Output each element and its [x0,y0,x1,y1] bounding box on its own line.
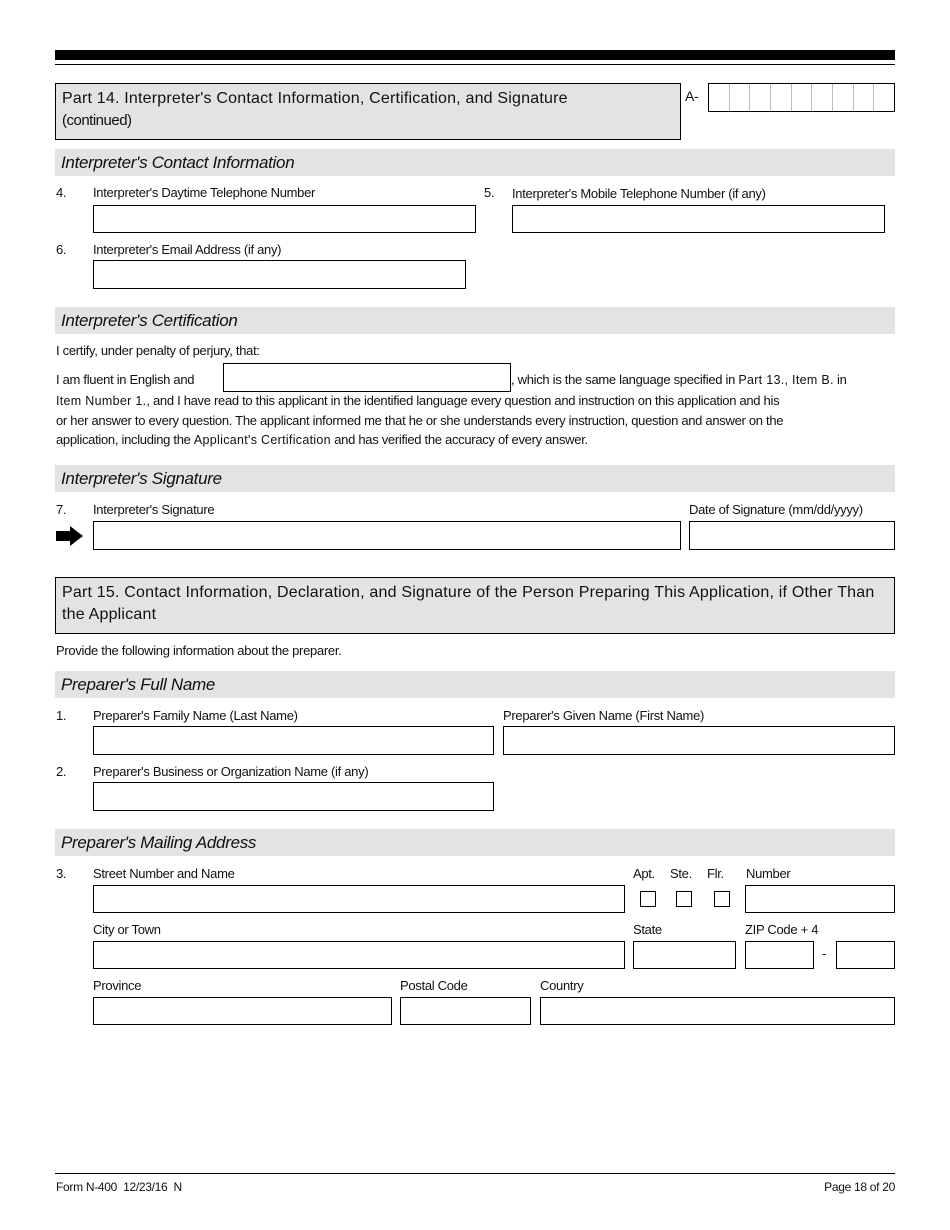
language-input[interactable] [223,363,511,392]
mobile-phone-input[interactable] [512,205,885,233]
family-name-label: Preparer's Family Name (Last Name) [93,708,298,723]
postal-code-input[interactable] [400,997,531,1025]
ste-label: Ste. [670,866,692,881]
zip-label: ZIP Code + 4 [745,922,819,937]
section-heading-certification: Interpreter's Certification [55,307,895,334]
section-heading-contact: Interpreter's Contact Information [55,149,895,176]
footer-rule [55,1173,895,1174]
certification-text [511,372,847,387]
cert-text-1: , which is the same language specified in [511,372,736,387]
country-input[interactable] [540,997,895,1025]
part15-title: Part 15. Contact Information, Declaration, and Signature of the Person Preparing This Application, if Other Than the Applicant [62,584,875,623]
date-label: Date of Signature (mm/dd/yyyy) [689,502,863,517]
email-label: Interpreter's Email Address (if any) [93,242,282,257]
item-number: 2. [56,764,67,779]
part15-intro: Provide the following information about the preparer. [56,643,342,658]
postal-code-label: Postal Code [400,978,468,993]
top-rule-thin [55,64,895,65]
signature-input[interactable] [93,521,681,550]
certify-intro: I certify, under penalty of perjury, that: [56,343,260,358]
part14-continued: (continued) [62,112,132,129]
apt-checkbox[interactable] [640,891,656,907]
business-name-input[interactable] [93,782,494,811]
top-rule-thick [55,50,895,60]
cert-ref-applicant: Applicant's Certification [193,433,331,447]
cert-text-4b: and has verified the accuracy of every answer. [334,432,588,447]
part14-title: Part 14. Interpreter's Contact Information, Certification, and Signature [62,90,568,107]
section-heading-signature: Interpreter's Signature [55,465,895,492]
zip-code-input[interactable] [745,941,814,969]
a-number-input[interactable] [708,83,895,112]
business-name-label: Preparer's Business or Organization Name (if any) [93,764,369,779]
cert-text-3: or her answer to every question. The applicant informed me that he or she understands every instruction, question and answer on the [56,413,784,428]
flr-label: Flr. [707,866,724,881]
cert-text-2: , and I have read to this applicant in the identified language every question and instruction on this application and his [146,393,780,408]
part14-header [55,83,681,140]
cert-ref-part13: Part 13., Item B. [738,373,834,387]
zip-dash: - [822,946,827,961]
given-name-input[interactable] [503,726,895,755]
ste-checkbox[interactable] [676,891,692,907]
city-input[interactable] [93,941,625,969]
section-heading-preparer-name: Preparer's Full Name [55,671,895,698]
daytime-phone-label: Interpreter's Daytime Telephone Number [93,185,316,200]
city-label: City or Town [93,922,161,937]
apt-label: Apt. [633,866,655,881]
footer-form-id: Form N-400 12/23/16 N [56,1180,182,1194]
footer-page-number: Page 18 of 20 [824,1180,895,1194]
item-number: 6. [56,242,67,257]
item-number: 7. [56,502,67,517]
street-input[interactable] [93,885,625,913]
cert-text-4a: application, including the [56,432,191,447]
arrow-right-icon [56,526,84,549]
mobile-phone-label: Interpreter's Mobile Telephone Number (if any) [512,186,766,201]
number-label: Number [746,866,791,881]
street-label: Street Number and Name [93,866,235,881]
email-input[interactable] [93,260,466,289]
signature-label: Interpreter's Signature [93,502,215,517]
province-input[interactable] [93,997,392,1025]
section-heading-mailing: Preparer's Mailing Address [55,829,895,856]
unit-number-input[interactable] [745,885,895,913]
item-number: 4. [56,185,67,200]
fluent-prefix: I am fluent in English and [56,372,195,387]
province-label: Province [93,978,142,993]
cert-ref-item: Item Number 1. [56,394,147,408]
state-label: State [633,922,662,937]
item-number: 3. [56,866,67,881]
daytime-phone-input[interactable] [93,205,476,233]
cert-text-1b: in [833,372,847,387]
signature-date-input[interactable] [689,521,895,550]
country-label: Country [540,978,584,993]
state-select[interactable] [633,941,736,969]
item-number: 1. [56,708,67,723]
zip-plus4-input[interactable] [836,941,895,969]
a-number-label: A- [685,88,699,104]
family-name-input[interactable] [93,726,494,755]
part15-header [55,577,895,634]
certification-paragraph [56,391,896,450]
item-number: 5. [484,185,495,200]
given-name-label: Preparer's Given Name (First Name) [503,708,705,723]
flr-checkbox[interactable] [714,891,730,907]
